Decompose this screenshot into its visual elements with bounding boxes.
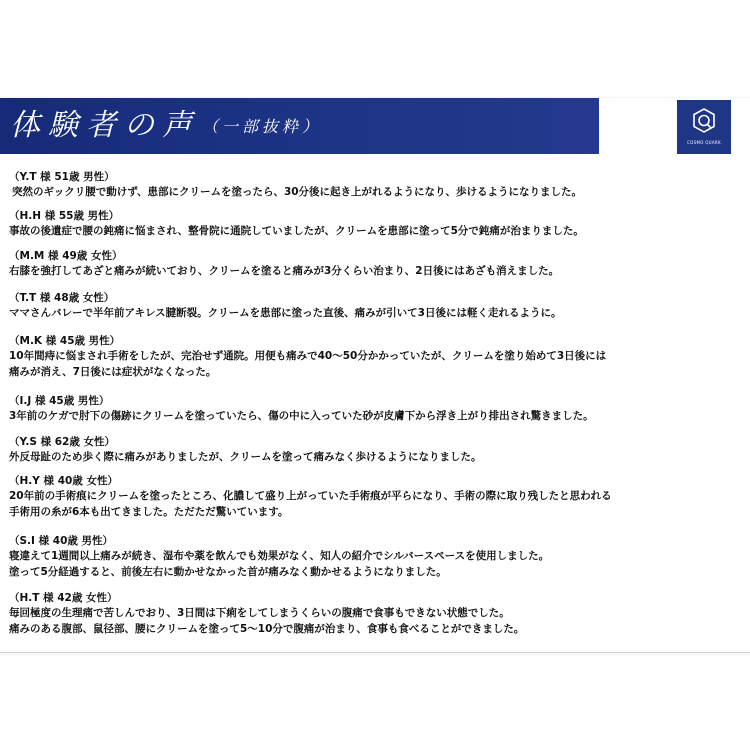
slide <box>0 98 750 654</box>
testimonial-text: 痛みが消え、7日後には症状がなくなった。 <box>9 366 217 378</box>
testimonial-item <box>9 534 739 580</box>
title-band <box>0 98 599 154</box>
testimonial-item <box>9 435 739 465</box>
testimonial-header: （S.I 様 40歳 男性） <box>9 535 114 547</box>
testimonial-header: （I.J 様 45歳 男性） <box>9 395 110 407</box>
testimonial-text: 突然のギックリ腰で動けず、患部にクリームを塗ったら、30分後に起き上がれるようになり、歩けるようになりました。 <box>12 186 583 198</box>
testimonial-text: ママさんバレーで半年前アキレス腱断裂。クリームを患部に塗った直後、痛みが引いて3日後には軽く走れるように。 <box>9 307 562 319</box>
logo-text: COSMO QUARK <box>687 140 721 145</box>
testimonial-header: （Y.S 様 62歳 女性） <box>9 436 115 448</box>
page-title-text: 体験者の声 <box>10 108 200 143</box>
testimonial-text: 20年前の手術痕にクリームを塗ったところ、化膿して盛り上がっていた手術痕が平らになり、手術の際に取り残したと思われる <box>9 490 612 502</box>
testimonial-header: （M.M 様 49歳 女性） <box>9 250 123 262</box>
testimonial-text: 手術用の糸が6本も出てきました。ただただ驚いています。 <box>9 506 289 518</box>
testimonial-header: （T.T 様 48歳 女性） <box>9 292 115 304</box>
testimonial-text: 事故の後遺症で腰の鈍痛に悩まされ、整骨院に通院していましたが、クリームを患部に塗って5分で鈍痛が治まりました。 <box>9 225 584 237</box>
testimonial-item <box>9 249 739 279</box>
testimonial-item <box>9 334 739 380</box>
testimonial-item <box>9 170 739 200</box>
testimonial-item <box>9 291 739 321</box>
testimonial-item <box>9 394 739 424</box>
testimonial-text: 10年間痔に悩まされ手術をしたが、完治せず通院。用便も痛みで40～50分かかっていたが、クリームを塗り始めて3日後には <box>9 350 607 362</box>
testimonial-item <box>9 474 739 520</box>
testimonial-item <box>9 591 739 637</box>
page-title <box>10 108 322 145</box>
testimonial-header: （H.H 様 55歳 男性） <box>9 210 120 222</box>
testimonial-text: 3年前のケガで肘下の傷跡にクリームを塗っていたら、傷の中に入っていた砂が皮膚下から浮き上がり排出され驚きました。 <box>9 410 594 422</box>
company-logo <box>677 100 731 154</box>
testimonial-header: （H.Y 様 40歳 女性） <box>9 475 118 487</box>
testimonial-text: 寝違えて1週間以上痛みが続き、湿布や薬を飲んでも効果がなく、知人の紹介でシルバースペースを使用しました。 <box>9 550 550 562</box>
testimonial-text: 外反母趾のため歩く際に痛みがありましたが、クリームを塗って痛みなく歩けるようになりました。 <box>9 451 482 463</box>
cosmo-quark-logo-icon <box>690 105 718 137</box>
testimonial-header: （Y.T 様 51歳 男性） <box>9 171 115 183</box>
page-subtitle: （一部抜粋） <box>202 117 323 136</box>
testimonial-text: 塗って5分経過すると、前後左右に動かせなかった首が痛みなく動かせるようになりました。 <box>9 566 447 578</box>
testimonial-item <box>9 209 739 239</box>
testimonial-text: 毎回極度の生理痛で苦しんでおり、3日間は下痢をしてしまうくらいの腹痛で食事もできない状態でした。 <box>9 607 510 619</box>
testimonial-header: （M.K 様 45歳 男性） <box>9 335 121 347</box>
testimonial-text: 痛みのある腹部、鼠径部、腰にクリームを塗って5～10分で腹痛が治まり、食事も食べることができました。 <box>9 623 525 635</box>
testimonial-header: （H.T 様 42歳 女性） <box>9 592 118 604</box>
testimonial-text: 右膝を強打してあざと痛みが続いており、クリームを塗ると痛みが3分くらい治まり、2日後にはあざも消えました。 <box>9 265 560 277</box>
bottom-divider <box>0 652 750 653</box>
